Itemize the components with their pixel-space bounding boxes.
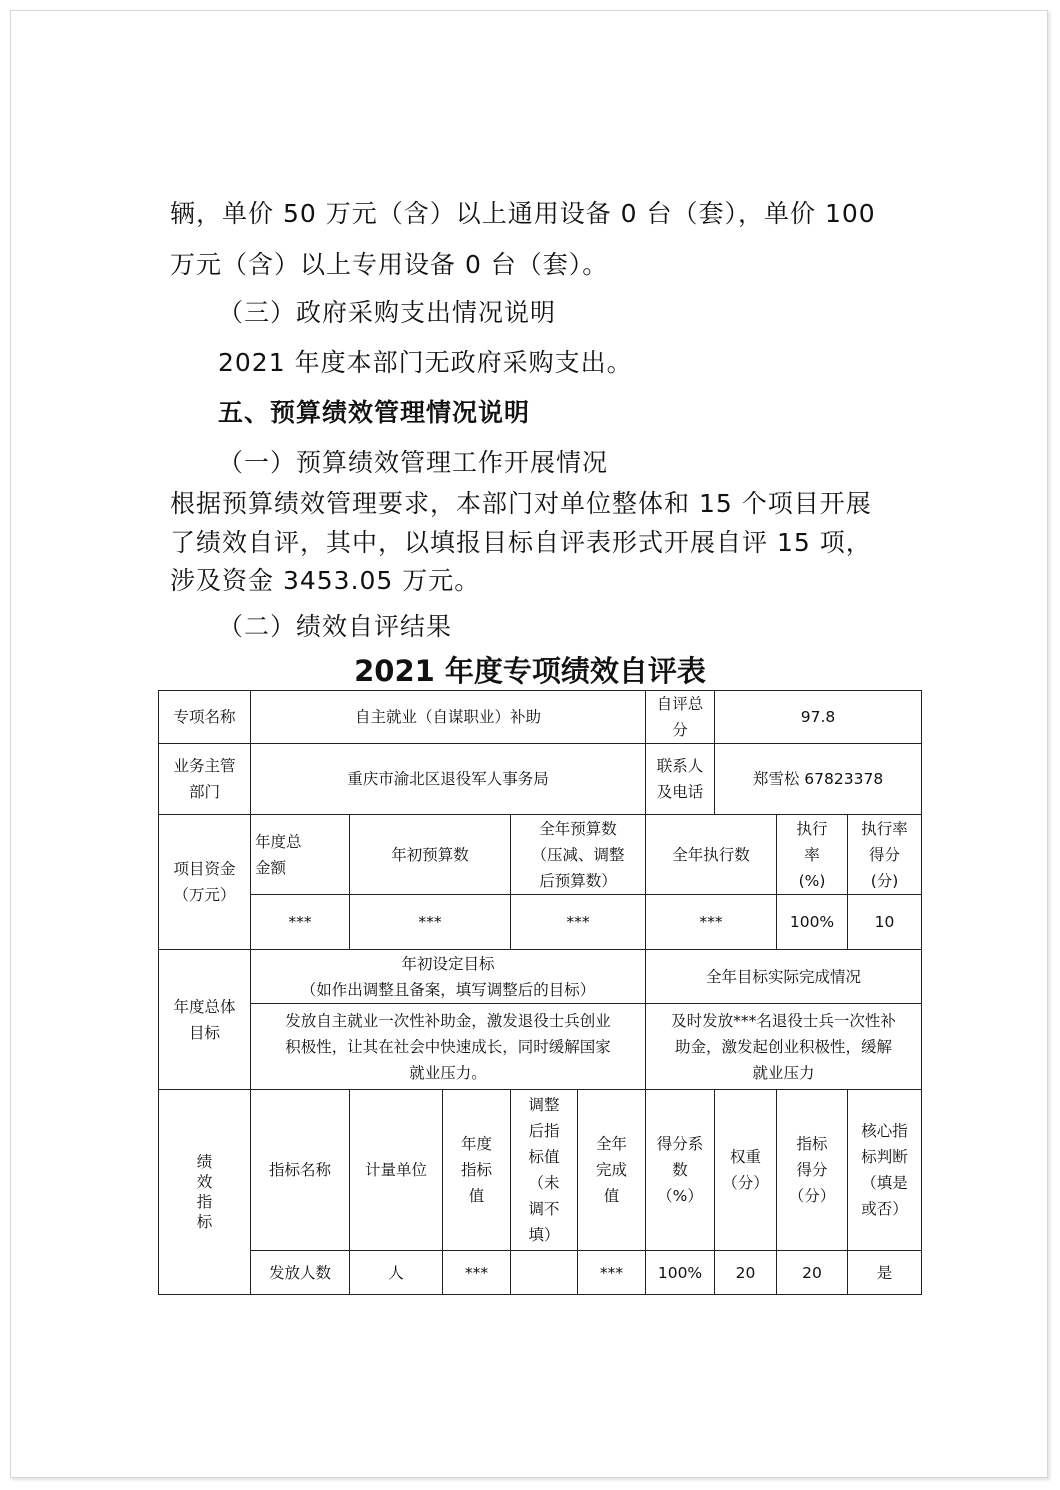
adjusted-target-header: 调整 后指 标值 （未 调不 填）: [511, 1090, 578, 1251]
annual-goal-label: 年度总体 目标: [159, 950, 251, 1090]
body-text-line: 根据预算绩效管理要求，本部门对单位整体和 15 个项目开展: [170, 489, 872, 518]
department-value: 重庆市渝北区退役军人事务局: [251, 744, 646, 815]
total-score-value: 97.8: [715, 691, 922, 744]
project-name-label: 专项名称: [159, 691, 251, 744]
subheading-procurement: （三）政府采购支出情况说明: [218, 298, 557, 327]
indicator-annual-target: ***: [443, 1251, 511, 1295]
funds-initial-budget: ***: [350, 895, 511, 950]
funds-full-execution: ***: [646, 895, 777, 950]
indicator-adjusted-target: [511, 1251, 578, 1295]
department-label: 业务主管 部门: [159, 744, 251, 815]
goal-actual-text: 及时发放***名退役士兵一次性补 助金，激发起创业积极性，缓解 就业压力: [646, 1004, 922, 1090]
performance-indicators-label: 绩 效 指 标: [159, 1090, 251, 1295]
annual-target-header: 年度 指标 值: [443, 1090, 511, 1251]
project-name-value: 自主就业（自谋职业）补助: [251, 691, 646, 744]
table-row: [159, 1251, 922, 1295]
goal-actual-header: 全年目标实际完成情况: [646, 950, 922, 1004]
goal-set-header: 年初设定目标 （如作出调整且备案，填写调整后的目标）: [251, 950, 646, 1004]
full-execution-header: 全年执行数: [646, 815, 777, 895]
funds-annual-total: ***: [251, 895, 350, 950]
indicator-name-header: 指标名称: [251, 1090, 350, 1251]
weight-header: 权重 （分）: [715, 1090, 777, 1251]
core-indicator-header: 核心指 标判断 （填是 或否）: [848, 1090, 922, 1251]
unit-header: 计量单位: [350, 1090, 443, 1251]
funds-execution-rate: 100%: [777, 895, 848, 950]
funds-execution-score: 10: [848, 895, 922, 950]
initial-budget-header: 年初预算数: [350, 815, 511, 895]
score-coefficient-header: 得分系 数 （%）: [646, 1090, 715, 1251]
completion-header: 全年 完成 值: [578, 1090, 646, 1251]
execution-score-header: 执行率 得分 (分): [848, 815, 922, 895]
subheading-results: （二）绩效自评结果: [218, 612, 453, 641]
body-text-line: 万元（含）以上专用设备 0 台（套）。: [170, 250, 609, 279]
goal-set-text: 发放自主就业一次性补助金，激发退役士兵创业 积极性，让其在社会中快速成长，同时缓解国家 就业压力。: [251, 1004, 646, 1090]
body-text-line: 了绩效自评，其中，以填报目标自评表形式开展自评 15 项，: [170, 528, 872, 557]
funds-label: 项目资金 （万元）: [159, 815, 251, 950]
indicator-name: 发放人数: [251, 1251, 350, 1295]
subheading-work: （一）预算绩效管理工作开展情况: [218, 448, 609, 477]
section-heading: 五、预算绩效管理情况说明: [218, 398, 531, 427]
full-budget-header: 全年预算数 （压减、调整 后预算数）: [511, 815, 646, 895]
indicator-coefficient: 100%: [646, 1251, 715, 1295]
indicator-core: 是: [848, 1251, 922, 1295]
execution-rate-header: 执行 率 (%): [777, 815, 848, 895]
indicator-unit: 人: [350, 1251, 443, 1295]
indicator-score-header: 指标 得分 （分）: [777, 1090, 848, 1251]
indicator-weight: 20: [715, 1251, 777, 1295]
contact-value: 郑雪松 67823378: [715, 744, 922, 815]
body-text-line: 2021 年度本部门无政府采购支出。: [218, 348, 633, 377]
indicator-score: 20: [777, 1251, 848, 1295]
annual-total-header: 年度总 金额: [251, 815, 350, 895]
funds-full-budget: ***: [511, 895, 646, 950]
performance-evaluation-table: [158, 690, 922, 1295]
contact-label: 联系人 及电话: [646, 744, 715, 815]
body-text-line: 辆，单价 50 万元（含）以上通用设备 0 台（套），单价 100: [170, 199, 876, 228]
total-score-label: 自评总分: [646, 691, 715, 744]
table-title: 2021 年度专项绩效自评表: [354, 654, 706, 688]
indicator-completion: ***: [578, 1251, 646, 1295]
body-text-line: 涉及资金 3453.05 万元。: [170, 566, 481, 595]
